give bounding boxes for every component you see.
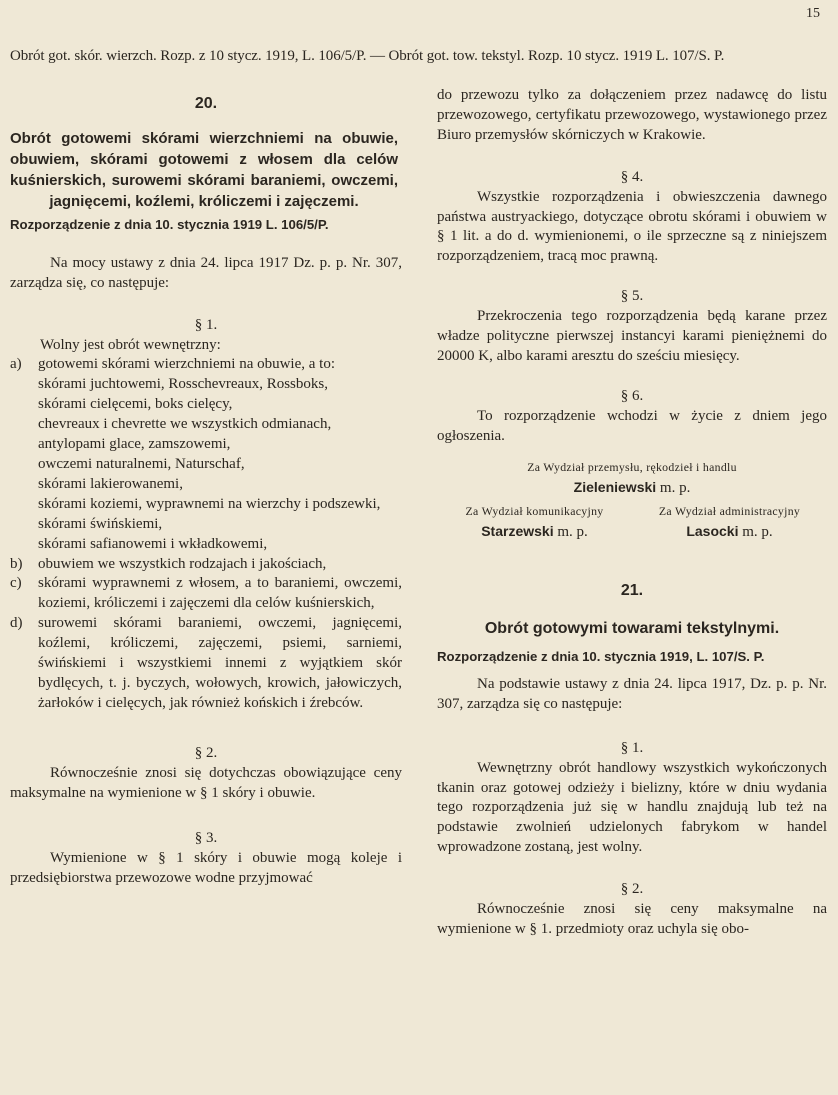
- act-20-intro: Na mocy ustawy z dnia 24. lipca 1917 Dz. p. p. Nr. 307, zarządza się, co następuje:: [10, 254, 402, 291]
- act-number-20: 20.: [194, 95, 218, 112]
- list-marker: a): [10, 356, 22, 373]
- act-21-section-1-text: Wewnętrzny obrót handlowy wszystkich wykończonych tkanin oraz gotowej odzieży i bielizny, które w dniu wydania tego rozporządzenia już się w handlu znajdują lub też na podstawie zwolnień udzielonych fabrykom w handel wprowadzone zostaną, jest wolny.: [437, 759, 827, 856]
- signature-row: [437, 502, 827, 543]
- act-20-section-3-text: Wymienione w § 1 skóry i obuwie mogą koleje i przedsiębiorstwa przewozowe wodne przyjmować: [10, 850, 402, 887]
- signature-dept-administration: Za Wydział administracyjny: [658, 504, 801, 519]
- list-item-c: [10, 574, 402, 614]
- act-21-heading: Obrót gotowymi towarami tekstylnymi.: [484, 620, 780, 638]
- list-item-b-text: obuwiem we wszystkich rodzajach i jakościach,: [38, 555, 327, 572]
- list-item-c-text: skórami wyprawnemi z włosem, a to baraniemi, owczemi, koziemi, króliczemi i zajęczemi dla celów kuśnierskich,: [38, 575, 402, 612]
- leather-list-item: skórami koziemi, wyprawnemi na wierzchy i podszewki,: [38, 495, 381, 512]
- act-21-intro: Na podstawie ustawy z dnia 24. lipca 1917, Dz. p. p. Nr. 307, zarządza się co następuje:: [437, 675, 827, 712]
- act-20-regulation: Rozporządzenie z dnia 10. stycznia 1919 L. 106/5/P.: [10, 216, 329, 232]
- act-21-section-2-text: Równocześnie znosi się ceny maksymalne na wymienione w § 1. przedmioty oraz uchyla się obo-: [437, 901, 827, 937]
- running-head: Obrót got. skór. wierzch. Rozp. z 10 stycz. 1919, L. 106/5/P. — Obrót got. tow. tekstyl. Rozp. 10 stycz. 1919 L. 107/S. P.: [10, 48, 725, 64]
- section-mark: § 2.: [194, 744, 218, 761]
- signatory-suffix: m. p.: [557, 524, 588, 541]
- page-number: 15: [806, 6, 820, 21]
- signatory-name: Starzewski: [481, 523, 554, 540]
- act-20-section-6-text: To rozporządzenie wchodzi w życie z dniem jego ogłoszenia.: [437, 407, 827, 444]
- list-item-d: [10, 614, 402, 714]
- leather-list-item: skórami safianowemi i wkładkowemi,: [38, 535, 268, 552]
- section-1-lead: Wolny jest obrót wewnętrzny:: [40, 336, 221, 353]
- leather-list-item: skórami juchtowemi, Rosschevreaux, Rossboks,: [38, 376, 328, 393]
- signatory-suffix: m. p.: [659, 479, 691, 496]
- list-item-b: [10, 555, 402, 575]
- leather-list: [10, 375, 402, 554]
- section-mark: § 4.: [620, 168, 644, 185]
- leather-list-item: owczemi naturalnemi, Naturschaf,: [38, 455, 245, 472]
- act-20-heading: Obrót gotowemi skórami wierzchniemi na obuwie, obuwiem, skórami gotowemi z włosem dla celów kuśnierskich, surowemi skórami baraniemi, owczemi, jagnięcemi, koźlemi, króliczemi i zajęczemi.: [10, 129, 398, 210]
- list-item-d-text: surowemi skórami baraniemi, owczemi, jagnięcemi, koźlemi, króliczemi, zajęczemi, psiemi, sarniemi, świńskiemi i wszystkiemi innemi z wyjątkiem skór bydlęcych, t. j. byczych, wołowych, krowich, jałowiczych, żarłoków i cielęcych, jak również końskich i źrebców.: [38, 615, 402, 711]
- act-number-21: 21.: [620, 582, 644, 600]
- list-marker: c): [10, 575, 22, 592]
- right-column: [437, 86, 827, 940]
- leather-list-item: antylopami glace, zamszowemi,: [38, 436, 231, 453]
- act-20-section-5-text: Przekroczenia tego rozporządzenia będą karane przez władze polityczne pierwszej instancyi karami pieniężnemi do 20000 K, albo karami aresztu do sześciu miesięcy.: [437, 308, 827, 364]
- section-mark: § 3.: [194, 830, 218, 847]
- signatory-name: Lasocki: [686, 523, 739, 540]
- signature-communications: [437, 502, 632, 543]
- section-mark: § 5.: [620, 288, 644, 305]
- signature-industry: [437, 478, 827, 499]
- list-marker: b): [10, 555, 23, 572]
- list-item-a-text: gotowemi skórami wierzchniemi na obuwie, a to:: [38, 356, 336, 373]
- list-marker: d): [10, 615, 23, 632]
- leather-list-item: skórami cielęcemi, boks cielęcy,: [38, 396, 233, 413]
- act-20-section-3-continued: do przewozu tylko za dołączeniem przez nadawcę do listu przewozowego, certyfikatu przewozowego, wystawionego przez Biuro przemysłów skórniczych w Krakowie.: [437, 87, 827, 143]
- leather-list-item: skórami świńskiemi,: [38, 515, 163, 532]
- left-column: [10, 86, 402, 889]
- signatory-suffix: m. p.: [742, 524, 773, 541]
- signature-dept-communications: Za Wydział komunikacyjny: [465, 504, 604, 519]
- act-20-section-2-text: Równocześnie znosi się dotychczas obowiązujące ceny maksymalne na wymienione w § 1 skóry i obuwie.: [10, 764, 402, 801]
- section-mark: § 6.: [620, 387, 644, 404]
- act-20-section-4-text: Wszystkie rozporządzenia i obwieszczenia dawnego państwa austryackiego, dotyczące obrotu skórami i obuwiem w § 1 lit. a do d. wymienionemi, o ile sprzeczne są z niniejszem rozporządzeniem, tracą moc prawną.: [437, 188, 827, 265]
- signature-administration: [632, 502, 827, 543]
- leather-list-item: skórami lakierowanemi,: [38, 475, 183, 492]
- act-21-regulation: Rozporządzenie z dnia 10. stycznia 1919, L. 107/S. P.: [437, 649, 765, 665]
- section-mark: § 2.: [620, 881, 644, 898]
- section-mark: § 1.: [194, 316, 218, 333]
- leather-list-item: chevreaux i chevrette we wszystkich odmianach,: [38, 416, 332, 433]
- list-item-a: [10, 355, 402, 375]
- signature-dept-industry: Za Wydział przemysłu, rękodzieł i handlu: [527, 459, 737, 474]
- signatory-name: Zieleniewski: [573, 478, 657, 495]
- section-mark: § 1.: [620, 739, 644, 756]
